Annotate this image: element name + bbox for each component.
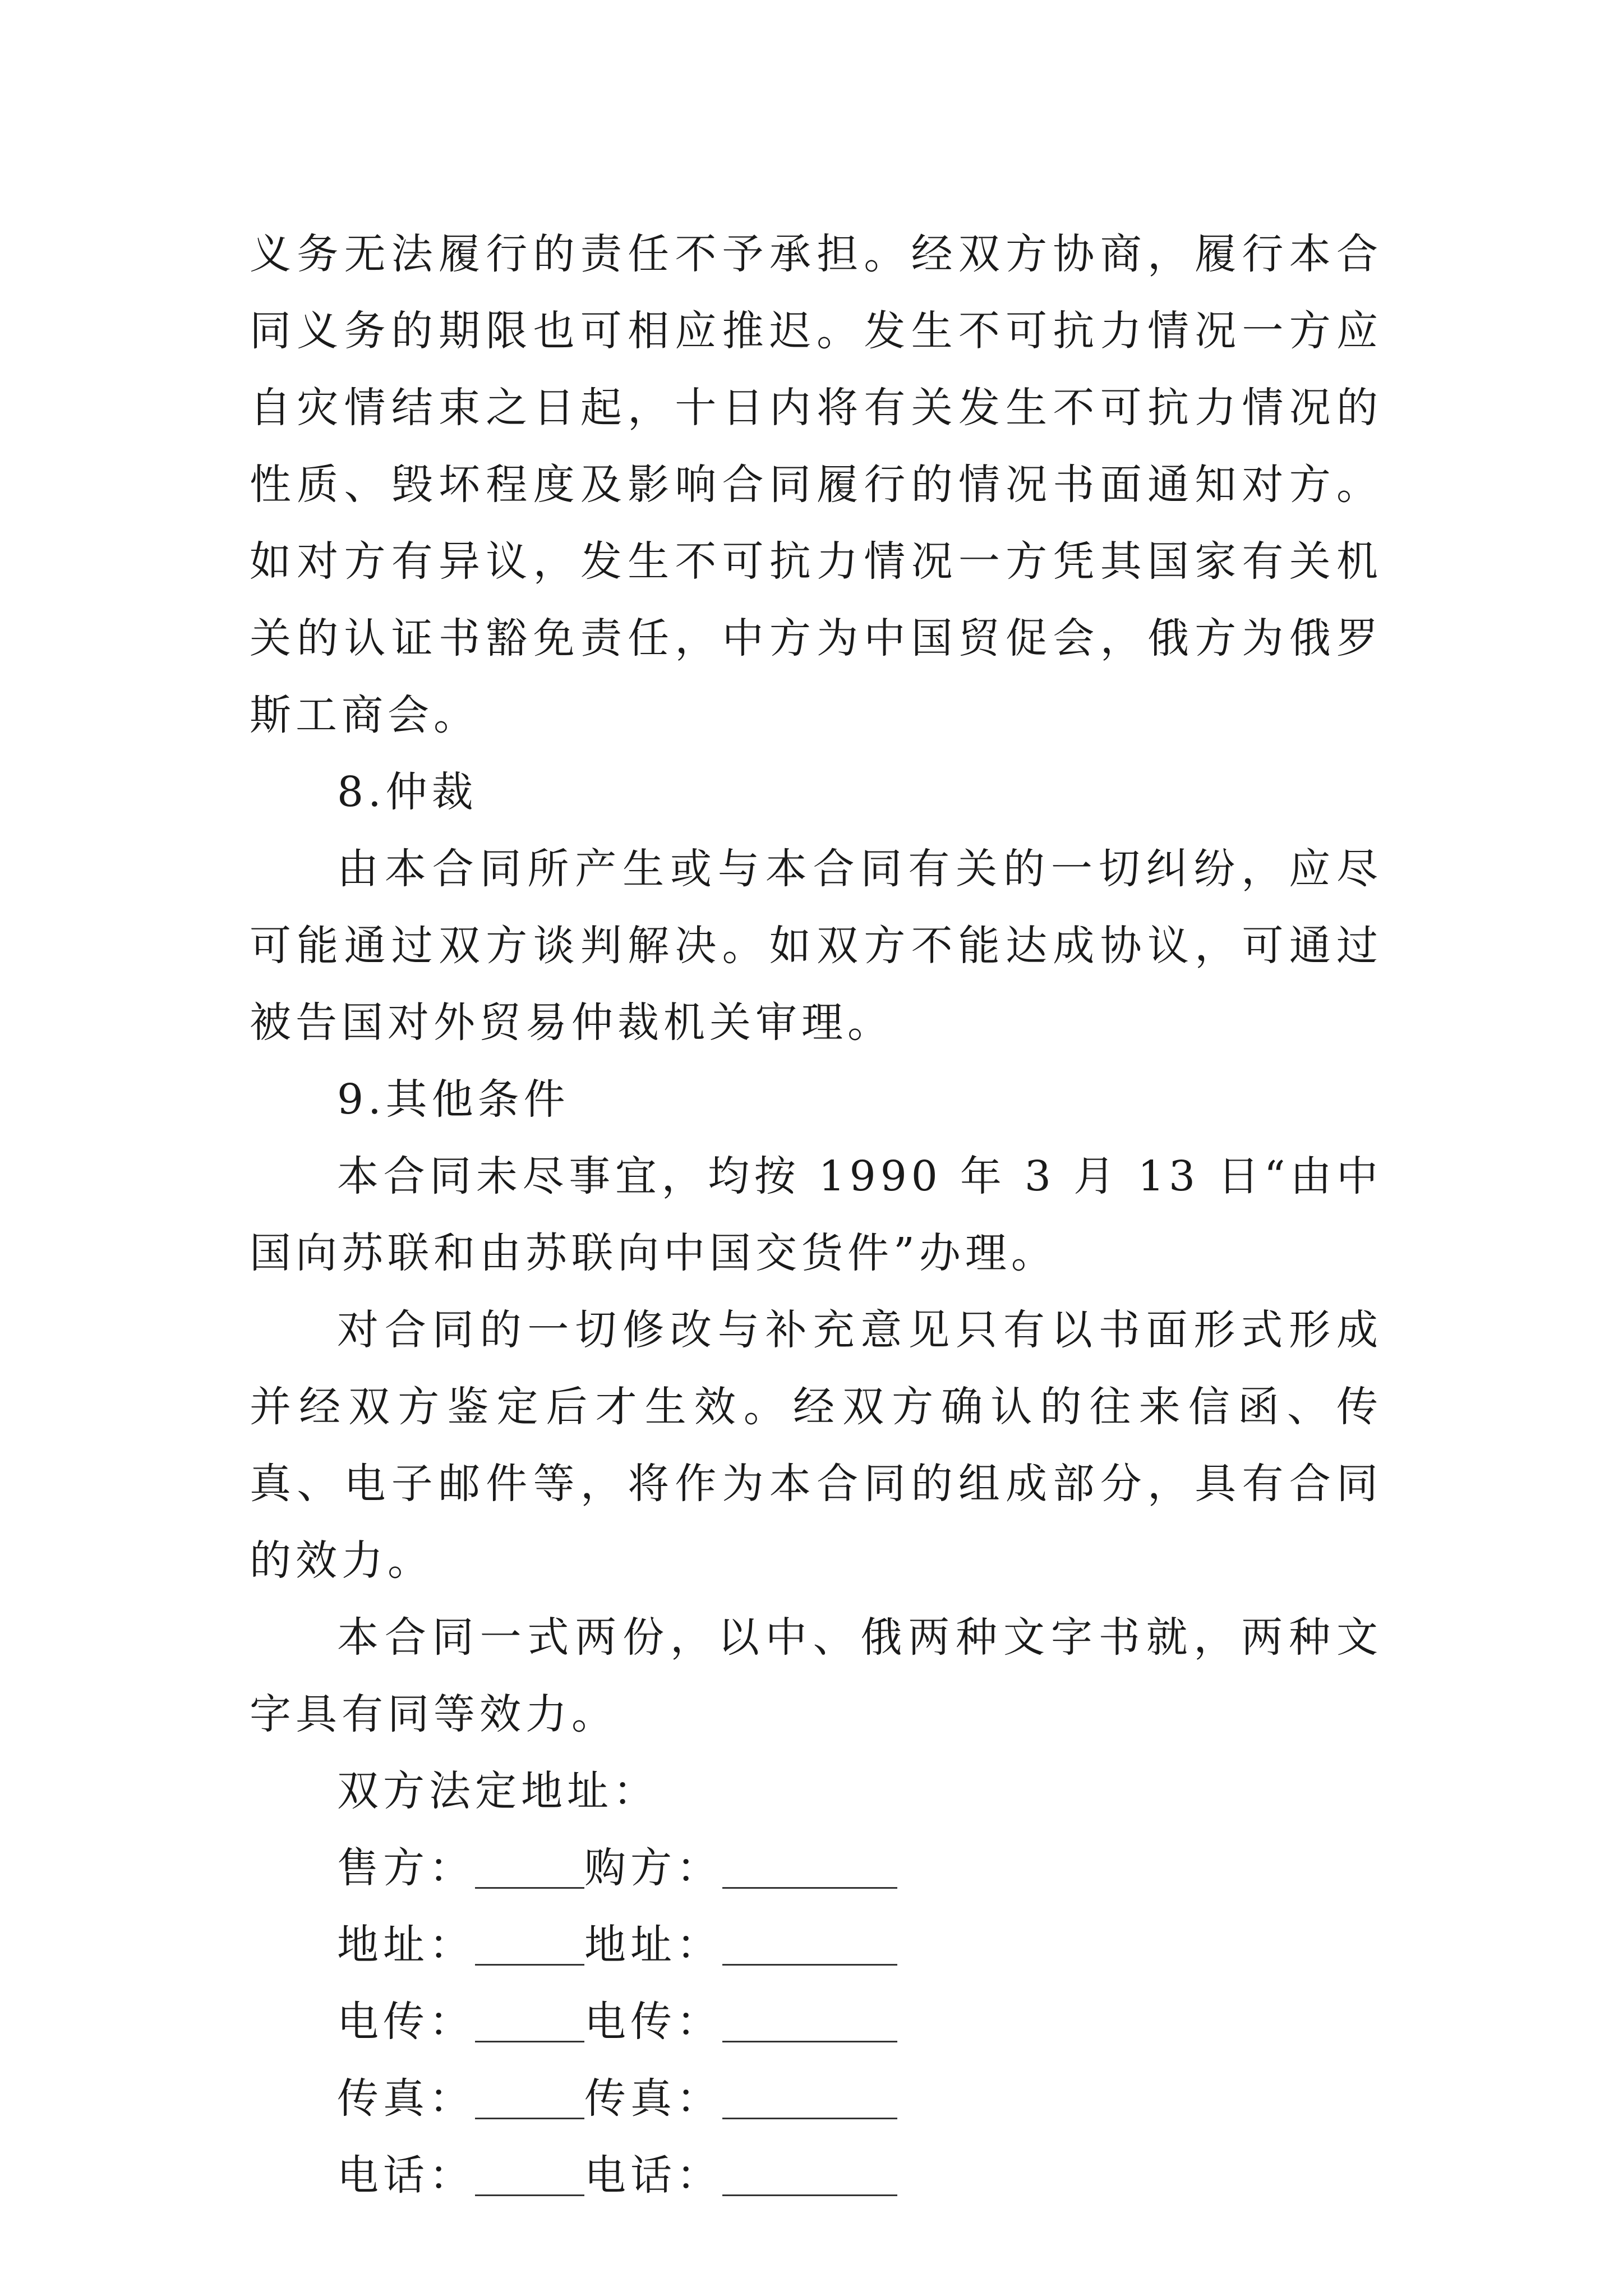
seller-fax-label: 传真： <box>337 2074 475 2123</box>
section-9-paragraph: 本合同一式两份，以中、俄两种文字书就，两种文字具有同等效力。 <box>250 1613 1382 1738</box>
signature-row-address <box>250 1907 1382 1984</box>
buyer-address-label: 地址： <box>584 1921 722 1969</box>
legal-address-title: 双方法定地址： <box>337 1767 659 1815</box>
section-9-heading: 9.其他条件 <box>337 1075 570 1124</box>
buyer-telex-blank[interactable] <box>722 1984 897 2060</box>
document-body <box>250 216 1382 2214</box>
seller-telex-blank[interactable] <box>475 1984 584 2060</box>
signature-row-fax <box>250 2060 1382 2137</box>
signature-row-telex <box>250 1984 1382 2060</box>
seller-blank[interactable] <box>475 1830 584 1907</box>
force-majeure-paragraph: 义务无法履行的责任不予承担。经双方协商，履行本合同义务的期限也可相应推迟。发生不可抗力情况一方应自灾情结束之日起，十日内将有关发生不可抗力情况的性质、毁坏程度及影响合同履行的情况书面通知对方。如对方有异议，发生不可抗力情况一方凭其国家有关机关的认证书豁免责任，中方为中国贸促会，俄方为俄罗斯工商会。 <box>250 230 1382 739</box>
buyer-phone-blank[interactable] <box>722 2137 897 2214</box>
seller-label: 售方： <box>337 1844 475 1892</box>
buyer-fax-label: 传真： <box>584 2074 722 2123</box>
seller-phone-label: 电话： <box>337 2151 475 2200</box>
buyer-label: 购方： <box>584 1844 722 1892</box>
buyer-address-blank[interactable] <box>722 1907 897 1984</box>
seller-address-label: 地址： <box>337 1921 475 1969</box>
section-8-heading: 8.仲裁 <box>337 768 478 816</box>
section-8-body: 由本合同所产生或与本合同有关的一切纠纷，应尽可能通过双方谈判解决。如双方不能达成协议，可通过被告国对外贸易仲裁机关审理。 <box>250 845 1382 1047</box>
buyer-fax-blank[interactable] <box>722 2060 897 2137</box>
seller-fax-blank[interactable] <box>475 2060 584 2137</box>
seller-telex-label: 电传： <box>337 1998 475 2046</box>
seller-phone-blank[interactable] <box>475 2137 584 2214</box>
signature-row-phone <box>250 2137 1382 2214</box>
section-9-paragraph: 本合同未尽事宜，均按 1990 年 3 月 13 日“由中国向苏联和由苏联向中国交货件”办理。 <box>250 1152 1382 1277</box>
signature-row-party <box>250 1830 1382 1907</box>
seller-address-blank[interactable] <box>475 1907 584 1984</box>
buyer-phone-label: 电话： <box>584 2151 722 2200</box>
section-9-paragraph: 对合同的一切修改与补充意见只有以书面形式形成并经双方鉴定后才生效。经双方确认的往来信函、传真、电子邮件等，将作为本合同的组成部分，具有合同的效力。 <box>250 1306 1382 1585</box>
buyer-blank[interactable] <box>722 1830 897 1907</box>
buyer-telex-label: 电传： <box>584 1998 722 2046</box>
